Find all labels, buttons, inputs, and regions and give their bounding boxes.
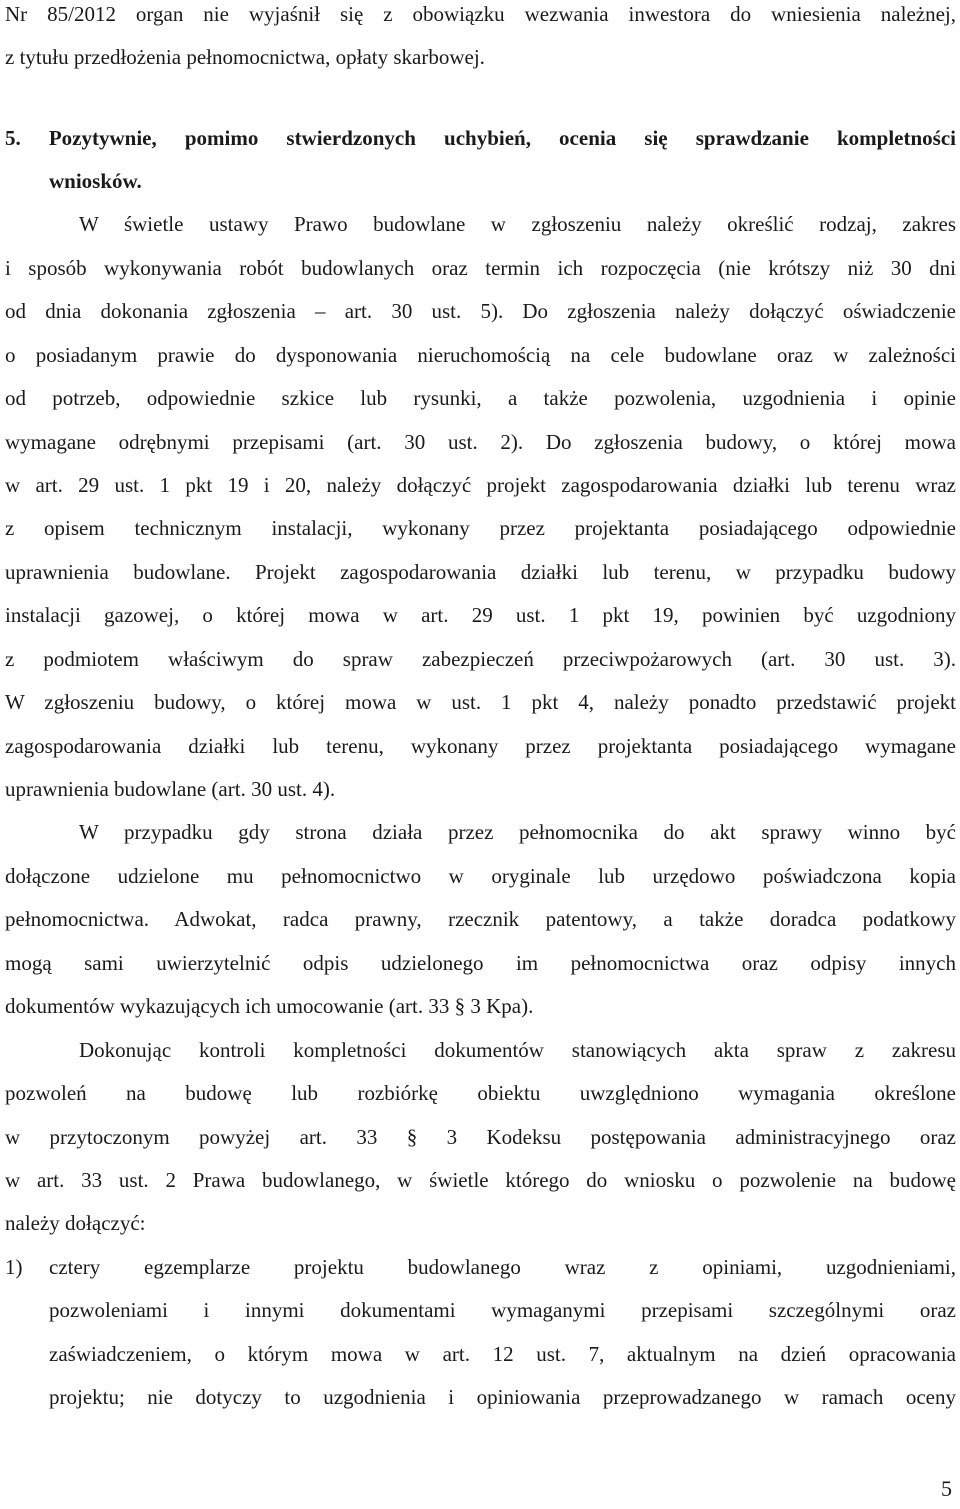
list-item-line: zaświadczeniem, o którym mowa w art. 12 ust. 7, aktualnym na dzień opracowania: [49, 1342, 956, 1366]
text-line: W świetle ustawy Prawo budowlane w zgłoszeniu należy określić rodzaj, zakres: [79, 212, 956, 236]
section-heading-cont: wniosków.: [49, 169, 142, 193]
text-line: z podmiotem właściwym do spraw zabezpieczeń przeciwpożarowych (art. 30 ust. 3).: [5, 647, 956, 671]
text-line: z opisem technicznym instalacji, wykonany przez projektanta posiadającego odpowiednie: [5, 516, 956, 540]
text-line: instalacji gazowej, o której mowa w art. 29 ust. 1 pkt 19, powinien być uzgodniony: [5, 603, 956, 627]
list-item-line: pozwoleniami i innymi dokumentami wymaganymi przepisami szczególnymi oraz: [49, 1298, 956, 1322]
list-item-line: cztery egzemplarze projektu budowlanego wraz z opiniami, uzgodnieniami,: [49, 1255, 956, 1279]
text-line: o posiadanym prawie do dysponowania nieruchomością na cele budowlane oraz w zależności: [5, 343, 956, 367]
text-line: mogą sami uwierzytelnić odpis udzielonego im pełnomocnictwa oraz odpisy innych: [5, 951, 956, 975]
text-line: uprawnienia budowlane. Projekt zagospodarowania działki lub terenu, w przypadku budowy: [5, 560, 956, 584]
text-line: i sposób wykonywania robót budowlanych oraz termin ich rozpoczęcia (nie krótszy niż 30 dni: [5, 256, 956, 280]
text-line: Nr 85/2012 organ nie wyjaśnił się z obowiązku wezwania inwestora do wniesienia należnej,: [5, 2, 956, 26]
list-number: 1): [5, 1255, 23, 1279]
text-line: z tytułu przedłożenia pełnomocnictwa, opłaty skarbowej.: [5, 45, 485, 69]
section-heading: 5. Pozytywnie, pomimo stwierdzonych uchybień, ocenia się sprawdzanie kompletności: [5, 126, 956, 150]
text-line: należy dołączyć:: [5, 1211, 146, 1235]
page-number: 5: [941, 1476, 952, 1501]
text-line: W przypadku gdy strona działa przez pełnomocnika do akt sprawy winno być: [79, 820, 956, 844]
text-line: od dnia dokonania zgłoszenia – art. 30 ust. 5). Do zgłoszenia należy dołączyć oświadczenie: [5, 299, 956, 323]
text-line: pozwoleń na budowę lub rozbiórkę obiektu uwzględniono wymagania określone: [5, 1081, 956, 1105]
text-line: W zgłoszeniu budowy, o której mowa w ust. 1 pkt 4, należy ponadto przedstawić projekt: [5, 690, 956, 714]
text-line: wymagane odrębnymi przepisami (art. 30 ust. 2). Do zgłoszenia budowy, o której mowa: [5, 430, 956, 454]
text-line: Dokonując kontroli kompletności dokumentów stanowiących akta spraw z zakresu: [79, 1038, 956, 1062]
text-line: dokumentów wykazujących ich umocowanie (art. 33 § 3 Kpa).: [5, 994, 534, 1018]
text-line: w art. 33 ust. 2 Prawa budowlanego, w świetle którego do wniosku o pozwolenie na budowę: [5, 1168, 956, 1192]
text-line: pełnomocnictwa. Adwokat, radca prawny, rzecznik patentowy, a także doradca podatkowy: [5, 907, 956, 931]
text-line: uprawnienia budowlane (art. 30 ust. 4).: [5, 777, 336, 801]
text-line: dołączone udzielone mu pełnomocnictwo w oryginale lub urzędowo poświadczona kopia: [5, 864, 956, 888]
text-line: od potrzeb, odpowiednie szkice lub rysunki, a także pozwolenia, uzgodnienia i opinie: [5, 386, 956, 410]
text-line: w przytoczonym powyżej art. 33 § 3 Kodeksu postępowania administracyjnego oraz: [5, 1125, 956, 1149]
text-line: w art. 29 ust. 1 pkt 19 i 20, należy dołączyć projekt zagospodarowania działki lub terenu wraz: [5, 473, 956, 497]
text-line: zagospodarowania działki lub terenu, wykonany przez projektanta posiadającego wymagane: [5, 734, 956, 758]
list-item-line: projektu; nie dotyczy to uzgodnienia i opiniowania przeprowadzanego w ramach oceny: [49, 1385, 956, 1409]
